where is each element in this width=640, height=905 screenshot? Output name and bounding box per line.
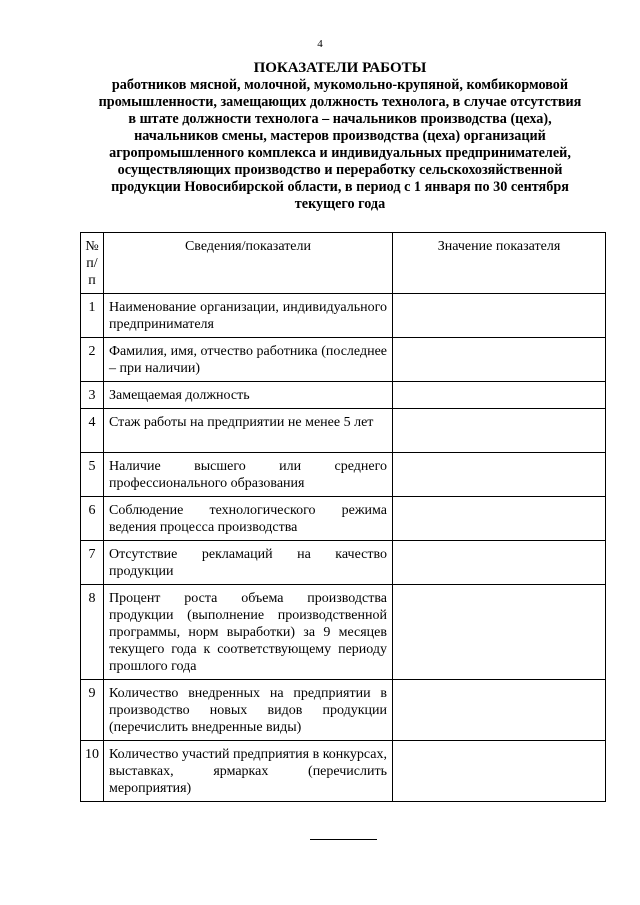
row-value[interactable]	[393, 382, 606, 409]
row-value[interactable]	[393, 453, 606, 497]
table-row	[81, 585, 606, 680]
title-line: начальников смены, мастеров производства (цеха) организаций	[134, 128, 546, 144]
row-value[interactable]	[393, 294, 606, 338]
row-description: Стаж работы на предприятии не менее 5 лет	[104, 409, 393, 453]
row-number: 1	[81, 294, 104, 338]
row-description: Замещаемая должность	[104, 382, 393, 409]
row-description: Наличие высшего или среднего профессионального образования	[104, 453, 393, 497]
row-number: 6	[81, 497, 104, 541]
row-number: 10	[81, 741, 104, 802]
table-row	[81, 741, 606, 802]
title-main: ПОКАЗАТЕЛИ РАБОТЫ	[253, 60, 427, 76]
title-line: агропромышленного комплекса и индивидуальных предпринимателей,	[109, 145, 571, 161]
row-value[interactable]	[393, 338, 606, 382]
title-line: осуществляющих производство и переработку сельскохозяйственной	[117, 162, 563, 178]
row-number: 8	[81, 585, 104, 680]
document-title	[80, 60, 600, 213]
row-number: 5	[81, 453, 104, 497]
row-description: Соблюдение технологического режима ведения процесса производства	[104, 497, 393, 541]
table-row	[81, 382, 606, 409]
table-row	[81, 541, 606, 585]
table-row	[81, 294, 606, 338]
row-description: Количество внедренных на предприятии в производство новых видов продукции (перечислить внедренные виды)	[104, 680, 393, 741]
row-description: Количество участий предприятия в конкурсах, выставках, ярмарках (перечислить мероприятия)	[104, 741, 393, 802]
title-line: продукции Новосибирской области, в период с 1 января по 30 сентября	[111, 179, 569, 195]
end-divider	[310, 839, 377, 840]
row-description: Процент роста объема производства продукции (выполнение производственной программы, норм выработки) за 9 месяцев текущего года к соответствующему периоду прошлого года	[104, 585, 393, 680]
table-row	[81, 338, 606, 382]
indicators-table	[80, 232, 606, 802]
page-number: 4	[317, 38, 323, 50]
row-number: 3	[81, 382, 104, 409]
row-value[interactable]	[393, 409, 606, 453]
title-line: в штате должности технолога – начальников производства (цеха),	[128, 111, 552, 127]
row-number: 9	[81, 680, 104, 741]
table-row	[81, 680, 606, 741]
row-number: 7	[81, 541, 104, 585]
table-header-row	[81, 233, 606, 294]
row-description: Наименование организации, индивидуального предпринимателя	[104, 294, 393, 338]
row-description: Фамилия, имя, отчество работника (последнее – при наличии)	[104, 338, 393, 382]
header-desc: Сведения/показатели	[104, 233, 393, 294]
row-value[interactable]	[393, 541, 606, 585]
row-number: 2	[81, 338, 104, 382]
row-value[interactable]	[393, 741, 606, 802]
row-value[interactable]	[393, 680, 606, 741]
table-row	[81, 453, 606, 497]
row-number: 4	[81, 409, 104, 453]
header-value: Значение показателя	[393, 233, 606, 294]
title-line: текущего года	[294, 196, 386, 212]
table-row	[81, 497, 606, 541]
row-description: Отсутствие рекламаций на качество продукции	[104, 541, 393, 585]
title-line: промышленности, замещающих должность технолога, в случае отсутствия	[98, 94, 582, 110]
table-row	[81, 409, 606, 453]
row-value[interactable]	[393, 497, 606, 541]
header-num: № п/п	[81, 233, 104, 294]
title-line: работников мясной, молочной, мукомольно-крупяной, комбикормовой	[111, 77, 569, 93]
row-value[interactable]	[393, 585, 606, 680]
